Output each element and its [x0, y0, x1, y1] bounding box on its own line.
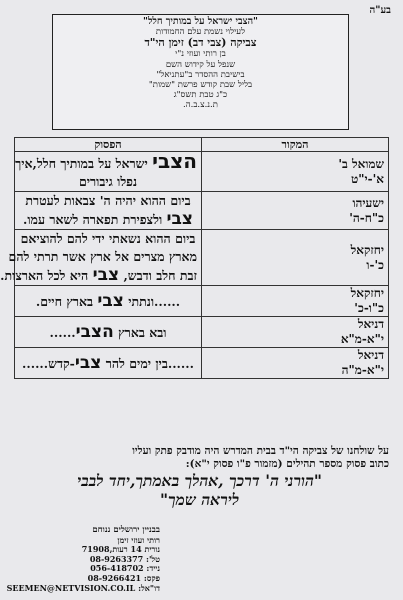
- verse-text: ובא בארץ: [113, 324, 167, 340]
- highlighted-word: הצבי: [152, 149, 197, 173]
- source-cell: [202, 317, 389, 348]
- table-row: [15, 192, 389, 230]
- contact-line: נייד: 056-418702: [90, 563, 160, 574]
- verse-text: זבת חלב ודבש,: [119, 268, 197, 283]
- contact-line: טל': 08-9263377: [89, 553, 160, 564]
- source-text: א'-י"ט: [350, 171, 384, 186]
- verse-line: [19, 192, 197, 210]
- table-header-row: [15, 138, 389, 152]
- source-text: שמואל ב': [338, 156, 384, 171]
- source-cell: [202, 192, 389, 230]
- source-cell: [202, 230, 389, 286]
- source-text: ישעיהו: [352, 195, 384, 210]
- verses-table-body: [0, 149, 389, 379]
- verse-cell: [15, 317, 202, 348]
- contact-email-line: [6, 582, 160, 594]
- psalm-quote: "הורני ה' דרכך ,אהלך באמתך,יחד לבבי: [77, 471, 322, 490]
- contact-line: פקס: 08-9266421: [87, 572, 160, 583]
- verse-line: [15, 149, 197, 173]
- verse-line: [8, 248, 197, 266]
- source-text: י"א-מ"ה: [341, 363, 384, 377]
- memorial-name: צביקה (צבי דב) זימן הי"ד: [144, 36, 257, 50]
- verse-text: ......: [49, 324, 76, 340]
- verse-text: ......בין ימים להר: [101, 355, 194, 371]
- verse-text: -קדש......: [22, 355, 75, 371]
- table-row: [15, 317, 389, 348]
- verse-cell: [0, 230, 202, 286]
- verse-line: [0, 265, 197, 285]
- verse-cell: [15, 192, 202, 230]
- psalm-quote: ליראה שמך": [159, 490, 240, 509]
- verse-line: [19, 354, 197, 373]
- verse-line: [19, 173, 197, 191]
- closing-text: כתוב פסוק מספר תהילים (מזמור פ"ו פסוק י"א):: [185, 458, 389, 470]
- verses-table: [0, 137, 389, 379]
- memorial-verse: "הצבי ישראל על במותיך חלל": [143, 16, 258, 27]
- verse-line: [19, 210, 197, 229]
- memorial-line: לעילוי נשמת עלם החמודות: [155, 27, 246, 38]
- source-cell: [202, 286, 389, 317]
- email-address: SEEMEN@NETVISION.CO.IL: [6, 582, 136, 593]
- contact-line: רותי ועוזי זימן: [117, 534, 160, 545]
- source-cell: [202, 152, 389, 192]
- highlighted-word: צבי: [74, 352, 102, 373]
- verse-text: בארץ חיים.: [35, 293, 98, 309]
- closing-section: [10, 445, 389, 509]
- verse-cell: [15, 286, 202, 317]
- source-text: יחזקאל: [350, 242, 384, 257]
- header-verse: הפסוק: [15, 138, 202, 152]
- memorial-line: ת.נ.צ.ב.ה.: [183, 100, 218, 111]
- highlighted-word: צבי: [92, 265, 120, 285]
- contact-line: נורית 14 רעות,71908: [81, 544, 160, 555]
- memorial-line: כ"ג טבת תשס"ג: [173, 90, 228, 101]
- source-text: דניאל: [357, 348, 384, 362]
- highlighted-word: צבי: [166, 209, 193, 229]
- source-text: כ'-ו: [366, 257, 384, 272]
- source-cell: [202, 348, 389, 379]
- verse-text: ביום ההוא נשאתי ידי להם להוציאם: [20, 231, 196, 246]
- verse-text: ולצפירת תפארה לשאר עמו.: [22, 212, 167, 227]
- highlighted-word: צבי: [97, 290, 124, 311]
- email-label: דו"אל:: [138, 582, 160, 593]
- memorial-line: שנפל על קידוש השם: [165, 59, 236, 70]
- verse-line: [19, 292, 197, 311]
- table-row: [15, 348, 389, 379]
- memorial-line: בליל שבת קודש פרשת "שמות": [148, 80, 253, 91]
- memorial-line: בן רותי ועוזי נ"י: [175, 49, 226, 60]
- source-text: כ"ח-ה': [349, 210, 384, 225]
- top-blessing: בע"ה: [369, 5, 391, 16]
- contact-line: בבניין ירושלים ננוחם: [92, 525, 160, 535]
- verse-text: נפלו גיבורים: [78, 174, 138, 189]
- verse-text: ביום ההוא יהיה ה' צבאות לעטרת: [25, 193, 191, 208]
- memorial-box: [52, 14, 349, 130]
- header-source: המקור: [202, 138, 389, 152]
- verse-text: ישראל על במותיך חלל,איך: [15, 156, 153, 171]
- table-row: [15, 286, 389, 317]
- verse-line: [19, 230, 197, 248]
- verse-text: ......ונתתי: [123, 293, 181, 309]
- closing-text: על שולחנו של צביקה הי"ד בבית המדרש היה מודבק פתק ועליו: [132, 445, 389, 457]
- table-row: [15, 230, 389, 286]
- verse-cell: [15, 149, 202, 192]
- highlighted-word: הצבי: [75, 321, 114, 342]
- source-text: כ"ו-כ': [354, 301, 384, 315]
- verse-text: היא לכל הארצות.: [0, 268, 93, 283]
- table-row: [15, 152, 389, 192]
- source-text: יחזקאל: [350, 286, 384, 300]
- contact-block: [6, 525, 160, 593]
- memorial-line: בישיבת ההסדר ב"עתניאל": [156, 69, 245, 80]
- source-text: י"א-מ"א: [340, 332, 384, 346]
- verse-text: מארץ מצרים אל ארץ אשר תרתי להם: [8, 249, 197, 264]
- source-text: דניאל: [357, 317, 384, 331]
- verse-cell: [15, 348, 202, 379]
- verse-line: [19, 323, 197, 342]
